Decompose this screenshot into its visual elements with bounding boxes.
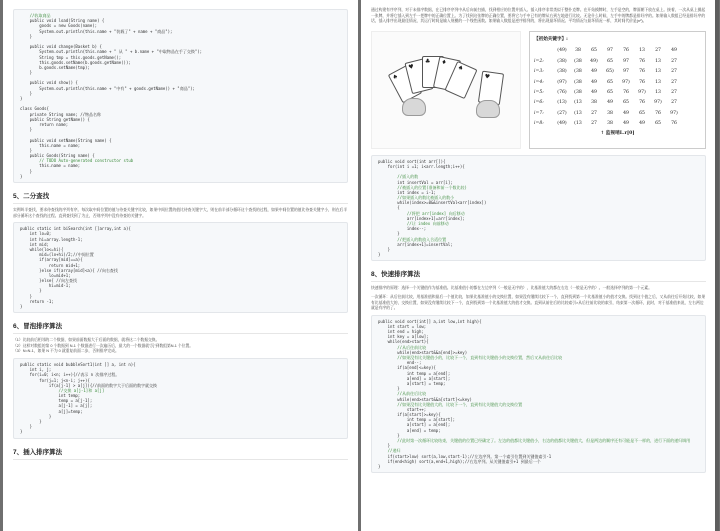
code-line: }: [20, 293, 33, 299]
paragraph-quick-sort-loop: 一次循环：从后往前比较，用基准值和最后一个值比较，如果比基准值小的交换位置，如果没有继续比较下一个，直到找到第一个比基准值小的值才交换。找到这个值之后，又从前往后开始比较，如果有比基准值大的，交换位置，如果没有继续比较下一个，直到找到第一个比基准值大的值才交换。直到从前往后的比较索引>从后往前比较的索引，结束第一次循环，此时，对于基准值来说，左右两边就是有序的了。: [371, 294, 706, 311]
sort-trace-cell: 76: [671, 121, 677, 127]
code-line: if(array[mid]==a){: [20, 257, 83, 263]
code-line: }: [20, 413, 52, 419]
code-line: }: [20, 147, 33, 153]
sort-trace-row-label: i=2:: [534, 58, 544, 64]
insertion-sort-trace-figure: [529, 31, 706, 149]
sort-trace-cell: 49: [591, 79, 597, 85]
code-line: while(end>start){: [378, 339, 429, 345]
code-line: public void load(String name) {: [20, 18, 105, 24]
section-heading-insertion-sort: 7、插入排序算法: [13, 447, 348, 460]
sort-trace-cell: 49: [671, 48, 677, 54]
code-line: //如果插入的数比被插入的数小: [378, 195, 455, 201]
code-line: }: [20, 96, 23, 101]
code-line: }: [20, 424, 33, 430]
paragraph-quick-sort-principle: 快速排序的原理：选择一个关键值作为基准值。比基准值小的都在左边序列（一般是无序的），比基准值大的都在右边（一般是无序的）。一般选择序列的第一个元素。: [371, 286, 652, 291]
code-line: // TODO Auto-generated constructor stub: [20, 158, 134, 164]
code-line: //如果没有比关键值大的，比较下一个，直到有比关键值大的交换位置: [378, 401, 523, 407]
sort-trace-cell: 97): [638, 90, 646, 96]
code-line: lo=mid+1;: [20, 272, 71, 278]
code-line: //从前往后比较: [378, 391, 427, 397]
card-image: ♦: [433, 56, 461, 92]
code-line: a[end] = temp;: [378, 427, 441, 433]
sort-trace-cell: 65: [607, 79, 613, 85]
sort-trace-cell: 13: [655, 79, 661, 85]
sort-trace-cell: 27: [671, 90, 677, 96]
card-image: ♠: [388, 64, 422, 103]
code-line: System.out.println(this.name + " 从 " + b.name + "中取物品在手了交换");: [20, 49, 203, 55]
code-line: if(a[end]<=key){: [378, 365, 436, 371]
sort-trace-cell: 38: [607, 110, 613, 116]
sort-trace-cell: 97: [623, 58, 629, 64]
sort-trace-row: [534, 56, 701, 66]
code-line: if(end<high) sort(a,end+1,high);//右边序列。从关键值索引+1 到最后一个: [378, 458, 541, 464]
code-line: a[start] = temp;: [378, 380, 446, 386]
sort-trace-cell: 65): [606, 69, 614, 75]
code-line: System.out.println(this.name + "装载了" + name + "商品");: [20, 28, 173, 34]
code-line: }: [20, 419, 42, 425]
code-line: }: [378, 443, 391, 449]
sort-trace-cell: (38: [574, 90, 582, 96]
sort-trace-row: [534, 67, 701, 77]
code-line: public void sort(int arr[]){: [378, 158, 446, 164]
sort-trace-row: [534, 98, 701, 108]
sort-trace-cell: 97): [654, 100, 662, 106]
code-line: }: [20, 70, 33, 76]
insertion-sort-figures: [371, 31, 706, 149]
code-line: goods = new Goods(name);: [20, 23, 98, 29]
paragraph-bubble-sort-2: （2）这样对数组的第 0 个数据到 N-1 个数据进行一次遍历后，最大的一个数据就"沉"到数组第N-1 个位置。: [13, 343, 194, 348]
code-block-bubble-sort: [13, 358, 348, 439]
code-line: //被插入的位置(准备和前一个数比较): [378, 184, 467, 190]
code-line: public void sort(int[] a,int low,int high){: [378, 318, 482, 324]
code-line: int temp;: [20, 393, 81, 399]
code-line: }else if(array[mid]<a){ //向右查找: [20, 267, 118, 273]
code-line: }else{ //向左查找: [20, 278, 77, 284]
sort-trace-cell: 65: [623, 100, 629, 106]
sort-trace-cell: (38: [574, 79, 582, 85]
sort-trace-cell: 65: [607, 58, 613, 64]
sort-trace-cell: 38: [591, 100, 597, 106]
sort-trace-cell: 13: [655, 69, 661, 75]
card-image: ♥: [404, 58, 433, 94]
sort-trace-cell: 65: [591, 48, 597, 54]
sort-trace-cell: 27: [671, 69, 677, 75]
sort-trace-cell: 97): [670, 110, 678, 116]
document-page-left: [3, 0, 358, 531]
sort-trace-row: [534, 87, 701, 97]
code-line: this.name = name;: [20, 163, 81, 169]
sort-trace-title: 【初始关键字】:: [534, 36, 568, 42]
sort-trace-cell: 49: [623, 110, 629, 116]
code-line: //递归: [378, 448, 401, 454]
sort-trace-cell: (97): [557, 79, 567, 85]
code-block-quick-sort: [371, 315, 706, 473]
sort-trace-cell: 27: [655, 48, 661, 54]
sort-trace-cell: (49): [557, 121, 567, 127]
sort-trace-cell: (13: [574, 110, 582, 116]
code-line: arr[index+1]=insertVal;: [378, 241, 453, 247]
hand-image: [476, 100, 500, 118]
sort-trace-row: [534, 77, 701, 87]
sort-trace-cell: 49: [623, 121, 629, 127]
sort-trace-cell: (27): [557, 110, 567, 116]
code-line: mid=(lo+hi)/2;//中间位置: [20, 252, 94, 258]
sort-trace-cell: 97): [622, 79, 630, 85]
code-line: if(a[start]>=key){: [378, 412, 441, 418]
code-line: arr[index+1]=arr[index];: [378, 215, 465, 221]
sort-trace-cell: 76: [639, 100, 645, 106]
code-line: }: [378, 246, 391, 252]
sort-trace-cell: 27: [591, 121, 597, 127]
sort-trace-cell: 13: [639, 48, 645, 54]
code-line: int index = i-1;: [378, 189, 436, 195]
code-line: while(index>=0&&insertVal<arr[index]): [378, 200, 487, 206]
sort-trace-cell: 76: [639, 79, 645, 85]
sort-trace-cell: 76: [639, 69, 645, 75]
sort-trace-cell: 49: [639, 121, 645, 127]
code-line: this.name = name;: [20, 142, 81, 148]
code-line: int lo=0;: [20, 231, 52, 237]
sort-trace-cell: 76: [623, 90, 629, 96]
code-line: this.goods.setName(b.goods.getName());: [20, 59, 131, 65]
sort-trace-cell: 27: [671, 100, 677, 106]
code-line: index--;: [378, 226, 427, 232]
code-line: //此时第一次循环比较结束，关键值的位置已经确定了。左边的值都比关键值小，右边的值都比关键值大，但是两边的顺序还有可能是不一样的，进行下面的递归调用: [378, 438, 691, 444]
sort-trace-cell: 13: [655, 58, 661, 64]
sort-trace-row-label: i=5:: [534, 90, 544, 96]
sort-trace-cell: 65: [607, 90, 613, 96]
hand-image: [402, 98, 426, 116]
paragraph-bubble-sort-1: （1）比较前后相邻的二个数据，如果前面数据大于后面的数据，就将这二个数据交换。: [13, 338, 160, 343]
sort-trace-row-label: i=7:: [534, 110, 544, 116]
sort-trace-cell: 76: [639, 58, 645, 64]
code-line: public void setName(String name) {: [20, 137, 112, 143]
code-line: }: [20, 288, 42, 294]
sort-trace-cell: 38: [575, 48, 581, 54]
card-image: ♣: [422, 56, 444, 88]
code-line: public static int biSearch(int []array,int a){: [20, 226, 131, 232]
code-line: }: [378, 432, 400, 438]
code-line: public Goods(String name) {: [20, 153, 95, 159]
code-line: temp = a[j-1];: [20, 398, 93, 404]
section-heading-bubble-sort: 6、冒泡排序算法: [13, 321, 348, 334]
code-line: }: [378, 252, 381, 258]
code-line: }: [20, 127, 33, 133]
sort-trace-cell: (76): [557, 90, 567, 96]
code-line: start++;: [378, 406, 427, 412]
code-line: if(start>low) sort(a,low,start-1);//左边序列。第一个索引位置到关键值索引-1: [378, 453, 552, 459]
playing-cards-illustration: [371, 31, 521, 149]
code-line: class Goods{: [20, 106, 49, 112]
code-line: //插入的数: [378, 174, 419, 180]
sort-trace-row: [534, 46, 701, 56]
code-line: }: [20, 304, 23, 309]
code-block-insertion-sort: [371, 155, 706, 262]
code-line: a[j]=temp;: [20, 408, 83, 414]
paragraph-insertion-sort: 通过构建有序序列，对于未排序数据，在已排序序列中从后向前扫描，找到相应的位置并插入。插入排序非常类似于整扑克牌。在开始摸牌时，左手是空的，牌面朝下放在桌上。接着，一次从桌上摸起一张牌，并将它插入到左手一把牌中的正确位置上。为了找到这张牌的正确位置，要将它与手中已有的牌从右到左地进行比较。无论什么时候，左手中的牌都是排好序的。如果输入数组已经是排好序的话，插入排序出现最佳情况，其运行时间是输入规模的一个线性函数。如果输入数组是逆序排列的，将出现最坏情况。平均情况与最坏情况一样，其时间代价是(n²)。: [371, 8, 706, 24]
code-line: }: [378, 231, 400, 237]
code-line: String tmp = this.goods.getName();: [20, 54, 122, 60]
sort-trace-row-label: i=3:: [534, 69, 544, 75]
code-line: a[end] = a[start];: [378, 375, 451, 381]
sort-trace-cell: (38: [574, 58, 582, 64]
code-line: for(j=1; j<n-i; j++){: [20, 377, 90, 383]
code-line: }: [20, 429, 23, 435]
code-line: //把插入的数放入合适位置: [378, 236, 447, 242]
sort-trace-cell: 97: [623, 69, 629, 75]
code-line: return name;: [20, 121, 69, 127]
code-line: public String getName() {: [20, 116, 90, 122]
code-line: public static void bubbleSort1(int [] a, int n){: [20, 361, 136, 367]
code-line: int key = a[low];: [378, 334, 429, 340]
paragraph-binary-search: 实例叫半查找，要求待查找的序列有序。每次取中间位置的值与待查关键字比较，如果中间位置的值比待查关键字大，则在前半部分循环这个查找的过程，如果中间位置的值比待查关键字小，则在后半部分循环这个查找的过程。直到查找到了为止，否则序列中没有待查的关键字。: [13, 208, 348, 218]
code-line: int temp = a[end];: [378, 370, 451, 376]
sort-trace-row-label: i=6:: [534, 100, 544, 106]
sort-trace-cell: (38): [557, 69, 567, 75]
code-line: end--;: [378, 360, 422, 366]
sort-trace-row: [534, 108, 701, 118]
sort-trace-cell: 49): [590, 58, 598, 64]
code-line: for(int i =1; i<arr.length;i++){: [378, 163, 465, 169]
code-line: }: [378, 386, 400, 392]
sort-trace-cell: 65: [655, 121, 661, 127]
sort-trace-cell: 49: [591, 90, 597, 96]
code-line: int start = low;: [378, 323, 427, 329]
code-line: a[j-1] = a[j];: [20, 403, 93, 409]
code-line: public void change(Basket b) {: [20, 44, 102, 50]
sort-trace-row-label: i=4:: [534, 79, 544, 85]
sort-trace-cell: 65: [639, 110, 645, 116]
sort-trace-cell: (13): [557, 100, 567, 106]
sort-trace-cell: 97: [607, 48, 613, 54]
code-line: a[start] = a[end];: [378, 422, 451, 428]
sort-trace-cell: 27: [671, 58, 677, 64]
code-line: }: [20, 90, 33, 96]
sort-trace-row: [534, 119, 701, 129]
code-line: while(end>start&&a[start]<=key): [378, 396, 472, 402]
code-line: }: [20, 33, 33, 39]
code-line: int i, j;: [20, 367, 52, 373]
code-line: int mid;: [20, 241, 49, 247]
sort-trace-cell: 27: [671, 79, 677, 85]
code-line: int insertVal = arr[i];: [378, 179, 453, 185]
code-line: int end = high;: [378, 329, 424, 335]
sort-trace-cell: 13: [655, 90, 661, 96]
code-line: }: [378, 463, 381, 469]
code-line: int temp = a[start];: [378, 417, 456, 423]
code-line: hi=mid-1;: [20, 283, 71, 289]
code-line: //如果没有比关键值小的，比较下一个，直到有比关键值小的交换位置，然后又从前往后比较: [378, 355, 563, 361]
code-line: int hi=array.length-1;: [20, 236, 83, 242]
code-line: return mid+1;: [20, 262, 81, 268]
sort-trace-cell: (13: [574, 121, 582, 127]
code-line: for(i=0; i<n; i++){//表示 n 次排序过程。: [20, 372, 120, 378]
document-page-right: [361, 0, 716, 531]
code-block-basket: [13, 9, 348, 183]
code-line: //将把 arr[index] 向后移动: [378, 210, 465, 216]
code-line: private String name; //物品名称: [20, 111, 102, 117]
sort-trace-cell: (13: [574, 100, 582, 106]
code-line: return -1;: [20, 298, 54, 304]
code-line: public void show() {: [20, 80, 78, 86]
code-line: //收取商品: [20, 13, 51, 18]
code-line: //交换 a[j-1]和 a[j]: [20, 387, 105, 393]
code-line: }: [20, 168, 33, 174]
card-image: ♠: [444, 61, 477, 99]
vertical-scrollbar[interactable]: [715, 0, 719, 531]
sort-trace-cell: 76: [623, 48, 629, 54]
sort-trace-row-label: i=8:: [534, 121, 544, 127]
sort-trace-caption: ↑ 监视哨L.r[0]: [600, 130, 635, 136]
card-image: ♥: [478, 70, 504, 105]
code-line: //让 index 向前移动: [378, 221, 449, 227]
code-line: }: [20, 173, 23, 179]
code-line: {: [378, 205, 400, 211]
section-heading-binary-search: 5、二分查找: [13, 191, 348, 204]
code-line: b.goods.setName(tmp);: [20, 64, 90, 70]
code-line: System.out.println(this.name + "中有" + goods.getName() + "商品");: [20, 85, 195, 91]
code-block-binary-search: [13, 222, 348, 313]
code-line: while(lo<=hi){: [20, 246, 64, 252]
sort-trace-cell: 49: [591, 69, 597, 75]
code-line: //从后往前比较: [378, 344, 427, 350]
sort-trace-cell: 76: [655, 110, 661, 116]
section-heading-quick-sort: 8、快速排序算法: [371, 269, 706, 282]
sort-trace-cell: (49): [557, 48, 567, 54]
sort-trace-cell: 27: [591, 110, 597, 116]
sort-trace-cell: (38: [574, 69, 582, 75]
code-line: if(a[j-1] > a[j]){//前面的数字大于后面的数字就交换: [20, 382, 158, 388]
code-line: while(end>start&&a[end]>=key): [378, 349, 468, 355]
sort-trace-cell: 38: [607, 121, 613, 127]
paragraph-bubble-sort-3: （3）N=N-1，如果 N 不为 0 就重复前面二步，否则排序完成。: [13, 349, 119, 354]
sort-trace-cell: (38): [557, 58, 567, 64]
sort-trace-cell: 49: [607, 100, 613, 106]
